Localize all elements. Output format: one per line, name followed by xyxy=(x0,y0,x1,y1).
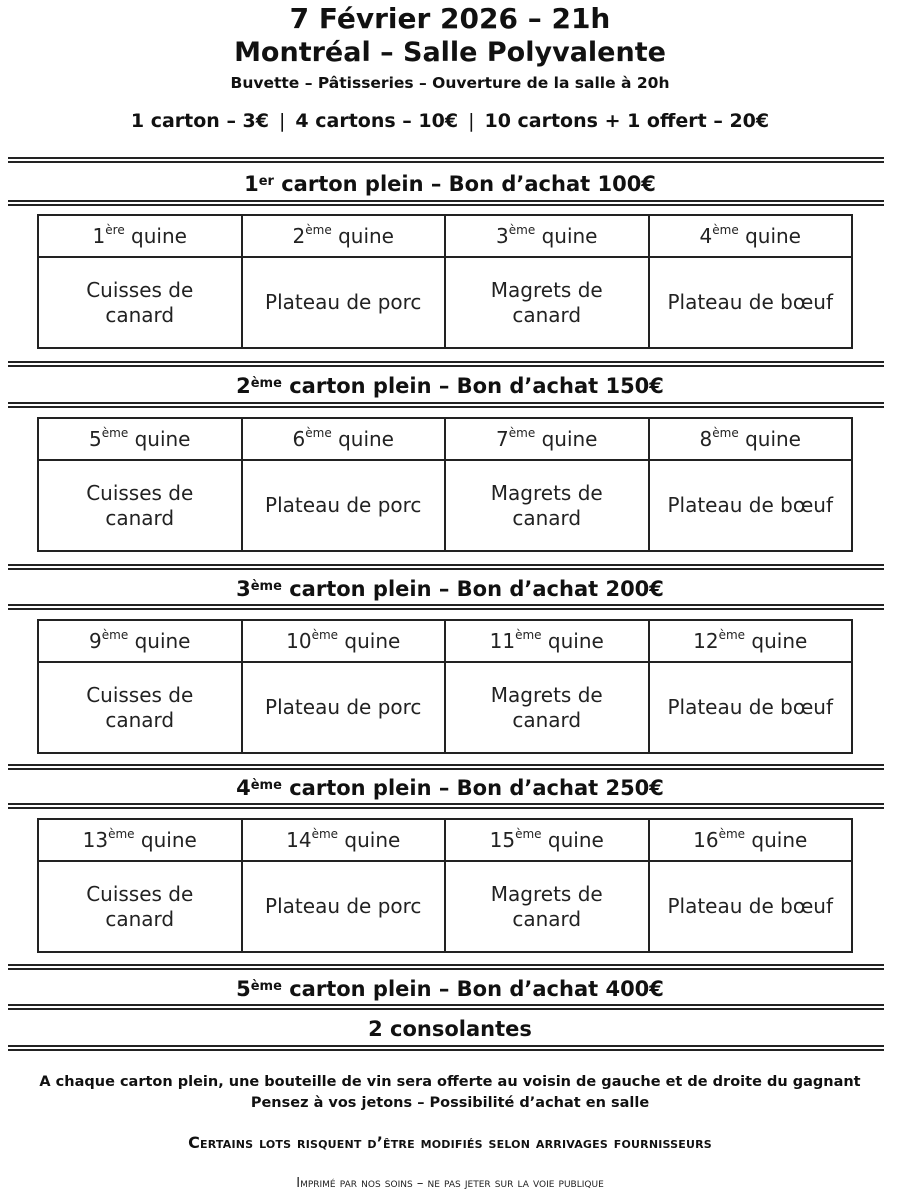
quine-header: 3ème quine xyxy=(445,215,649,257)
price-separator: | xyxy=(279,110,286,132)
divider-rule xyxy=(8,1045,884,1051)
section-title-2: 2ème carton plein – Bon d’achat 150€ xyxy=(236,374,664,398)
prize-cell: Cuisses de canard xyxy=(38,861,242,952)
quine-table-1 xyxy=(37,214,853,349)
price-item: 10 cartons + 1 offert – 20€ xyxy=(484,110,770,132)
quine-table-3 xyxy=(37,619,853,754)
quine-table-2 xyxy=(37,417,853,552)
quine-table-4 xyxy=(37,818,853,953)
prize-cell: Plateau de bœuf xyxy=(649,460,853,551)
divider-rule xyxy=(8,803,884,809)
quine-header: 12ème quine xyxy=(649,620,853,662)
prize-cell: Plateau de bœuf xyxy=(649,257,853,348)
quine-header: 15ème quine xyxy=(445,819,649,861)
divider-rule xyxy=(8,361,884,367)
quine-header: 13ème quine xyxy=(38,819,242,861)
quine-header: 2ème quine xyxy=(242,215,446,257)
quine-header: 4ème quine xyxy=(649,215,853,257)
event-date: 7 Février 2026 – 21h xyxy=(289,2,611,35)
print-disclaimer: Imprimé par nos soins – ne pas jeter sur la voie publique xyxy=(296,1176,604,1191)
price-item: 1 carton – 3€ xyxy=(130,110,269,132)
quine-header: 14ème quine xyxy=(242,819,446,861)
quine-header: 9ème quine xyxy=(38,620,242,662)
divider-rule xyxy=(8,964,884,970)
tokens-notice: Pensez à vos jetons – Possibilité d’achat en salle xyxy=(250,1095,650,1111)
prize-cell: Plateau de bœuf xyxy=(649,861,853,952)
price-separator: | xyxy=(468,110,475,132)
quine-header: 1ère quine xyxy=(38,215,242,257)
section-title-3: 3ème carton plein – Bon d’achat 200€ xyxy=(236,577,664,601)
divider-rule xyxy=(8,1004,884,1010)
divider-rule xyxy=(8,157,884,163)
quine-header: 6ème quine xyxy=(242,418,446,460)
event-subtitle: Buvette – Pâtisseries – Ouverture de la salle à 20h xyxy=(230,74,670,92)
quine-header: 11ème quine xyxy=(445,620,649,662)
event-venue: Montréal – Salle Polyvalente xyxy=(234,37,666,68)
section-title-1: 1er carton plein – Bon d’achat 100€ xyxy=(244,172,656,196)
footer-info xyxy=(0,1072,900,1114)
consolation-title: 2 consolantes xyxy=(368,1017,532,1041)
section-title-4: 4ème carton plein – Bon d’achat 250€ xyxy=(236,776,664,800)
event-header xyxy=(0,2,900,134)
divider-rule xyxy=(8,604,884,610)
prize-cell: Plateau de porc xyxy=(242,460,446,551)
prize-cell: Cuisses de canard xyxy=(38,662,242,753)
quine-header: 8ème quine xyxy=(649,418,853,460)
prize-cell: Magrets de canard xyxy=(445,460,649,551)
price-list xyxy=(0,108,900,134)
divider-rule xyxy=(8,200,884,206)
prize-cell: Plateau de porc xyxy=(242,861,446,952)
section-title-5: 5ème carton plein – Bon d’achat 400€ xyxy=(236,977,664,1001)
prize-cell: Plateau de porc xyxy=(242,257,446,348)
divider-rule xyxy=(8,402,884,408)
quine-header: 5ème quine xyxy=(38,418,242,460)
prize-cell: Plateau de bœuf xyxy=(649,662,853,753)
prize-cell: Cuisses de canard xyxy=(38,460,242,551)
lots-notice: Certains lots risquent d’être modifiés selon arrivages fournisseurs xyxy=(188,1133,712,1152)
prize-cell: Cuisses de canard xyxy=(38,257,242,348)
prize-cell: Magrets de canard xyxy=(445,662,649,753)
divider-rule xyxy=(8,564,884,570)
quine-header: 16ème quine xyxy=(649,819,853,861)
quine-header: 7ème quine xyxy=(445,418,649,460)
quine-header: 10ème quine xyxy=(242,620,446,662)
price-item: 4 cartons – 10€ xyxy=(295,110,459,132)
prize-cell: Magrets de canard xyxy=(445,861,649,952)
prize-cell: Magrets de canard xyxy=(445,257,649,348)
prize-cell: Plateau de porc xyxy=(242,662,446,753)
wine-notice: A chaque carton plein, une bouteille de vin sera offerte au voisin de gauche et de droite du gagnant xyxy=(39,1074,861,1090)
divider-rule xyxy=(8,764,884,770)
